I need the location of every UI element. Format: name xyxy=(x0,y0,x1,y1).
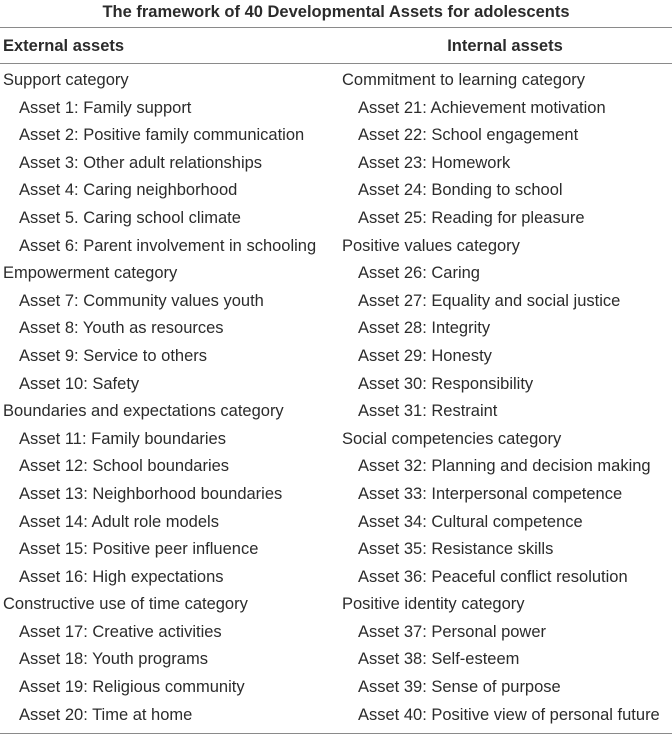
header-row xyxy=(0,30,672,62)
internal-assets-column xyxy=(342,67,672,729)
category-positive-identity: Positive identity category xyxy=(342,595,525,614)
asset-34: Asset 34: Cultural competence xyxy=(358,512,583,531)
asset-11: Asset 11: Family boundaries xyxy=(19,429,226,448)
asset-4: Asset 4: Caring neighborhood xyxy=(19,181,238,200)
asset-16: Asset 16: High expectations xyxy=(19,567,224,586)
asset-25: Asset 25: Reading for pleasure xyxy=(358,208,585,227)
category-commitment-learning: Commitment to learning category xyxy=(342,71,586,89)
asset-29: Asset 29: Honesty xyxy=(358,346,492,365)
asset-38: Asset 38: Self-esteem xyxy=(358,650,520,669)
asset-35: Asset 35: Resistance skills xyxy=(358,540,554,559)
asset-10: Asset 10: Safety xyxy=(19,374,140,393)
asset-7: Asset 7: Community values youth xyxy=(19,291,264,310)
asset-31: Asset 31: Restraint xyxy=(358,402,498,421)
category-boundaries: Boundaries and expectations category xyxy=(3,402,284,421)
asset-33: Asset 33: Interpersonal competence xyxy=(358,484,623,503)
asset-23: Asset 23: Homework xyxy=(358,153,511,172)
asset-20: Asset 20: Time at home xyxy=(19,705,193,724)
asset-37: Asset 37: Personal power xyxy=(358,622,547,641)
category-empowerment: Empowerment category xyxy=(3,264,178,283)
asset-6: Asset 6: Parent involvement in schooling xyxy=(19,236,317,255)
table-caption: The framework of 40 Developmental Assets for adolescents xyxy=(102,3,570,21)
asset-32: Asset 32: Planning and decision making xyxy=(358,457,651,476)
asset-30: Asset 30: Responsibility xyxy=(358,374,534,393)
category-support: Support category xyxy=(3,71,129,89)
asset-39: Asset 39: Sense of purpose xyxy=(358,678,561,697)
external-assets-column xyxy=(3,67,333,729)
asset-22: Asset 22: School engagement xyxy=(358,126,579,145)
category-positive-values: Positive values category xyxy=(342,236,520,255)
asset-12: Asset 12: School boundaries xyxy=(19,457,230,476)
asset-27: Asset 27: Equality and social justice xyxy=(358,291,621,310)
asset-18: Asset 18: Youth programs xyxy=(19,650,208,669)
asset-13: Asset 13: Neighborhood boundaries xyxy=(19,484,283,503)
asset-26: Asset 26: Caring xyxy=(358,264,480,283)
asset-21: Asset 21: Achievement motivation xyxy=(358,98,606,117)
asset-40: Asset 40: Positive view of personal future xyxy=(358,705,660,724)
asset-24: Asset 24: Bonding to school xyxy=(358,181,563,200)
category-constructive-time: Constructive use of time category xyxy=(3,595,248,614)
asset-14: Asset 14: Adult role models xyxy=(19,512,219,531)
asset-28: Asset 28: Integrity xyxy=(358,319,491,338)
asset-3: Asset 3: Other adult relationships xyxy=(19,153,263,172)
category-social-competencies: Social competencies category xyxy=(342,429,562,448)
asset-2: Asset 2: Positive family communication xyxy=(19,126,305,145)
asset-1: Asset 1: Family support xyxy=(19,98,192,117)
asset-8: Asset 8: Youth as resources xyxy=(19,319,224,338)
asset-36: Asset 36: Peaceful conflict resolution xyxy=(358,567,628,586)
asset-19: Asset 19: Religious community xyxy=(19,678,245,697)
asset-15: Asset 15: Positive peer influence xyxy=(19,540,259,559)
external-assets-header: External assets xyxy=(3,37,125,55)
internal-assets-header: Internal assets xyxy=(447,37,563,55)
asset-5: Asset 5. Caring school climate xyxy=(19,208,241,227)
asset-17: Asset 17: Creative activities xyxy=(19,622,222,641)
bottom-rule xyxy=(0,733,672,734)
header-rule xyxy=(0,63,672,64)
asset-9: Asset 9: Service to others xyxy=(19,346,208,365)
top-rule xyxy=(0,27,672,28)
